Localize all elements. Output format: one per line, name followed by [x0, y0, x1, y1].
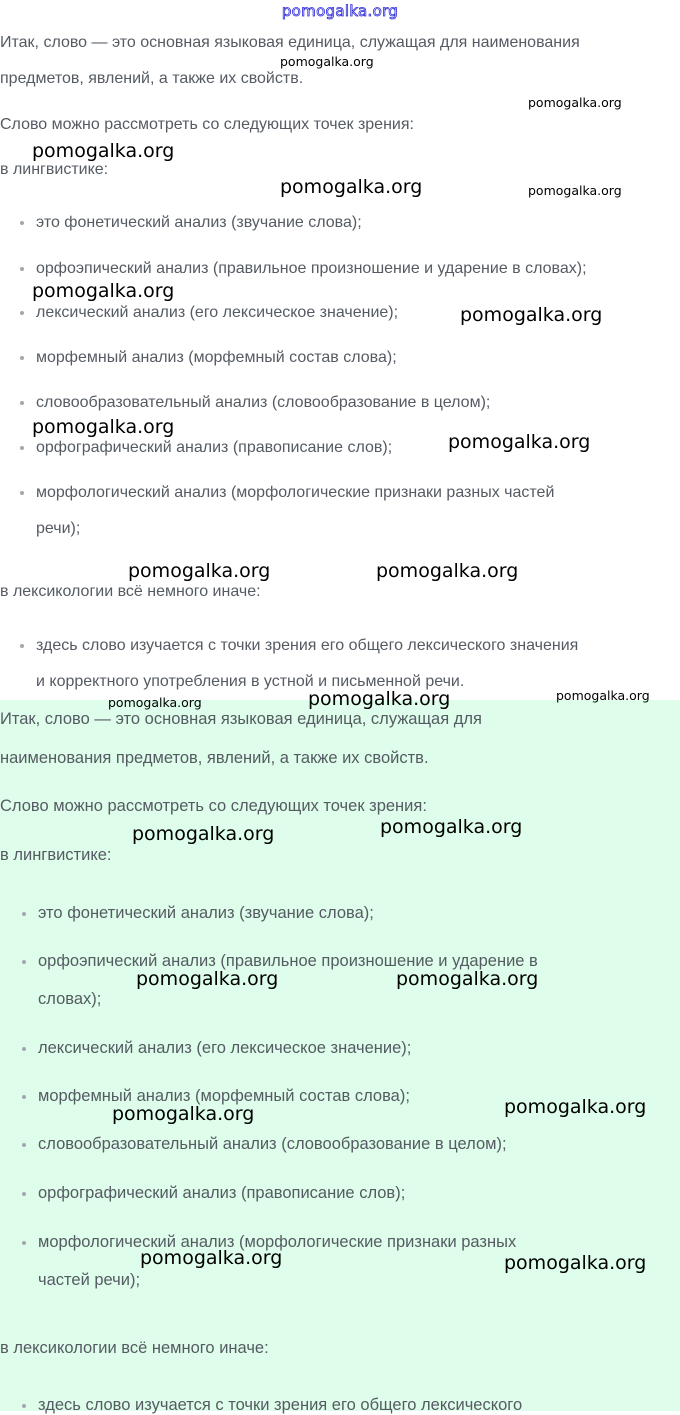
watermark: pomogalka.org — [280, 54, 374, 69]
list-item: здесь слово изучается с точки зрения его общего лексического значения — [36, 637, 579, 654]
watermark: pomogalka.org — [32, 416, 175, 438]
site-logo[interactable]: pomogalka.org — [281, 2, 399, 20]
list-item-continuation: речи); — [36, 520, 81, 537]
list-item: орфоэпический анализ (правильное произношение и ударение в — [38, 952, 538, 970]
watermark: pomogalka.org — [396, 968, 539, 990]
watermark: pomogalka.org — [504, 1252, 647, 1274]
watermark: pomogalka.org — [504, 1096, 647, 1118]
list-item: лексический анализ (его лексическое значение); — [38, 1039, 412, 1057]
lexicology-heading: в лексикологии всё немного иначе: — [0, 1339, 269, 1357]
list-item: это фонетический анализ (звучание слова); — [36, 214, 362, 231]
watermark: pomogalka.org — [556, 688, 650, 703]
list-item: орфографический анализ (правописание слов); — [36, 439, 393, 456]
viewpoints-heading: Слово можно рассмотреть со следующих точек зрения: — [0, 116, 414, 133]
list-item: словообразовательный анализ (словообразование в целом); — [36, 394, 491, 411]
list-item: здесь слово изучается с точки зрения его общего лексического — [38, 1396, 523, 1414]
linguistics-heading: в лингвистике: — [0, 846, 112, 864]
watermark: pomogalka.org — [380, 816, 523, 838]
watermark: pomogalka.org — [32, 280, 175, 302]
list-item: морфологический анализ (морфологические признаки разных частей — [36, 484, 555, 501]
list-item-continuation: частей речи); — [38, 1271, 141, 1289]
list-item: морфемный анализ (морфемный состав слова); — [38, 1087, 410, 1105]
list-item: морфемный анализ (морфемный состав слова); — [36, 349, 397, 366]
list-item-continuation: и корректного употребления в устной и письменной речи. — [36, 673, 465, 690]
intro-line-2: наименования предметов, явлений, а также их свойств. — [0, 749, 429, 767]
list-item: орфоэпический анализ (правильное произношение и ударение в словах); — [36, 260, 587, 277]
list-item: это фонетический анализ (звучание слова); — [38, 904, 374, 922]
watermark: pomogalka.org — [128, 560, 271, 582]
linguistics-heading: в лингвистике: — [0, 161, 109, 178]
article-block-1 — [0, 28, 680, 700]
watermark: pomogalka.org — [280, 176, 423, 198]
watermark: pomogalka.org — [528, 183, 622, 198]
list-item-continuation: словах); — [38, 990, 102, 1008]
watermark: pomogalka.org — [136, 968, 279, 990]
intro-line-1: Итак, слово — это основная языковая единица, служащая для — [0, 710, 482, 728]
intro-line-2: предметов, явлений, а также их свойств. — [0, 70, 304, 87]
intro-line-1: Итак, слово — это основная языковая единица, служащая для наименования — [0, 34, 580, 51]
lexicology-heading: в лексикологии всё немного иначе: — [0, 583, 261, 600]
watermark: pomogalka.org — [460, 304, 603, 326]
watermark: pomogalka.org — [376, 560, 519, 582]
watermark: pomogalka.org — [308, 688, 451, 710]
watermark: pomogalka.org — [132, 823, 275, 845]
list-item: лексический анализ (его лексическое значение); — [36, 304, 399, 321]
list-item: морфологический анализ (морфологические признаки разных — [38, 1233, 517, 1251]
watermark: pomogalka.org — [140, 1247, 283, 1269]
watermark: pomogalka.org — [108, 695, 202, 710]
list-item: словообразовательный анализ (словообразование в целом); — [38, 1135, 507, 1153]
watermark: pomogalka.org — [32, 140, 175, 162]
article-block-2 — [0, 700, 680, 1414]
list-item: орфографический анализ (правописание слов); — [38, 1184, 406, 1202]
watermark: pomogalka.org — [112, 1103, 255, 1125]
watermark: pomogalka.org — [528, 95, 622, 110]
watermark: pomogalka.org — [448, 431, 591, 453]
viewpoints-heading: Слово можно рассмотреть со следующих точек зрения: — [0, 797, 427, 815]
